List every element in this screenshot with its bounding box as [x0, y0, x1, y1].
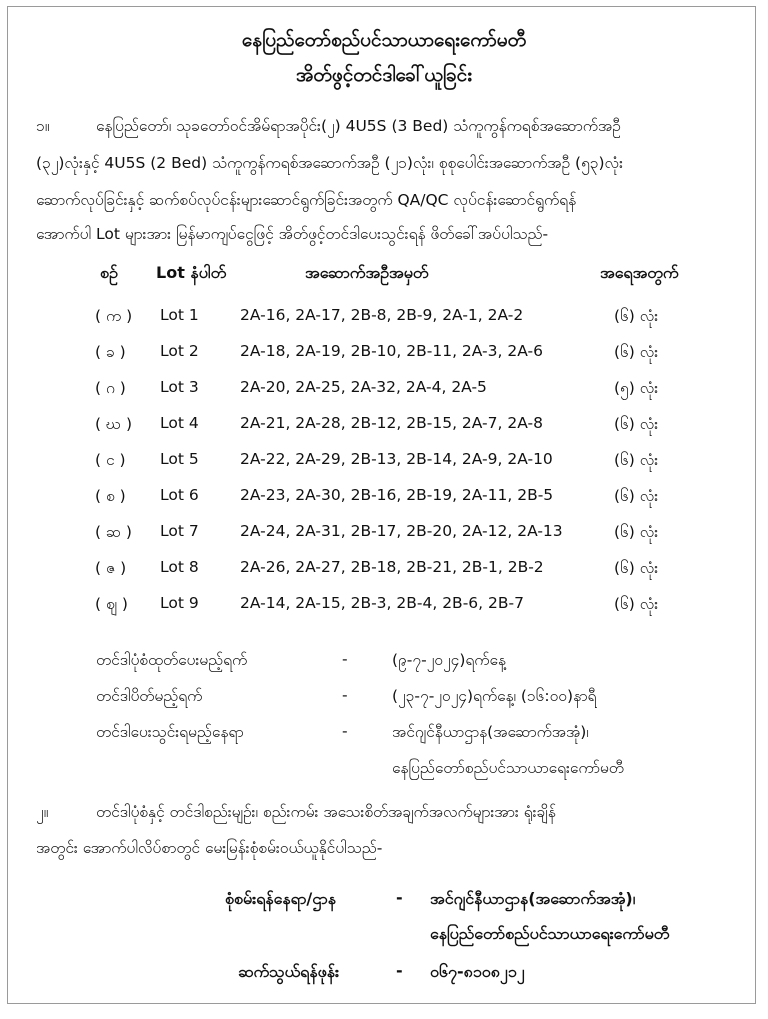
info-value: နေပြည်တော်စည်ပင်သာယာရေးကော်မတီ	[392, 759, 624, 777]
row-lot: Lot 8	[160, 558, 199, 576]
row-quantity: (၆) လုံး	[614, 523, 659, 541]
column-header-quantity: အရေအတွက်	[600, 263, 679, 282]
section-1-line: (၃၂)လုံးနှင့် 4U5S (2 Bed) သံကူကွန်ကရစ်အဆောက်အဦ (၂၁)လုံး၊ စုစုပေါင်းအဆောက်အဦ (၅၃)လုံး	[36, 154, 624, 172]
section-2-line: တင်ဒါပုံစံနှင့် တင်ဒါစည်းမျဉ်း၊ စည်းကမ်း အသေးစိတ်အချက်အလက်များအား ရုံးချိန်	[96, 803, 556, 821]
section-1-line: နေပြည်တော်၊ သုခတော်ဝင်အိမ်ရာအပိုင်း(၂) 4U5S (3 Bed) သံကူကွန်ကရစ်အဆောက်အဦ	[96, 117, 621, 135]
phone-number: ၀၆၇-၈၁၀၈၂၁၂	[430, 962, 525, 981]
info-label: တင်ဒါပုံစံထုတ်ပေးမည့်ရက်	[96, 651, 248, 669]
row-seq: ( ဆ )	[95, 523, 132, 541]
section-1-line: ဆောက်လုပ်ခြင်းနှင့် ဆက်စပ်လုပ်ငန်းများဆောင်ရွက်ခြင်းအတွက် QA/QC လုပ်ငန်းဆောင်ရွက်ရန်	[36, 191, 577, 209]
row-buildings: 2A-20, 2A-25, 2A-32, 2A-4, 2A-5	[240, 378, 487, 396]
info-dash: -	[342, 650, 348, 668]
row-seq: ( စ )	[95, 487, 126, 505]
phone-label: ဆက်သွယ်ရန်ဖုန်း	[238, 962, 340, 981]
section-2-line: အတွင်း အောက်ပါလိပ်စာတွင် မေးမြန်းစုံစမ်းဝယ်ယူနိုင်ပါသည်-	[36, 839, 383, 857]
info-dash: -	[342, 722, 348, 740]
row-seq: ( ဂ )	[95, 379, 126, 397]
row-lot: Lot 2	[160, 342, 199, 360]
row-lot: Lot 1	[160, 306, 199, 324]
row-lot: Lot 4	[160, 414, 199, 432]
office-line: နေပြည်တော်စည်ပင်သာယာရေးကော်မတီ	[430, 924, 670, 943]
row-seq: ( ဈ )	[95, 595, 128, 613]
office-line: အင်ဂျင်နီယာဌာန(အဆောက်အအုံ)၊	[430, 889, 636, 908]
row-buildings: 2A-22, 2A-29, 2B-13, 2B-14, 2A-9, 2A-10	[240, 450, 553, 468]
column-header-seq: စဉ်	[100, 263, 118, 282]
info-value: (၂၃-၇-၂၀၂၄)ရက်နေ့၊ (၁၆:၀၀)နာရီ	[392, 687, 597, 705]
phone-dash: -	[396, 961, 403, 980]
row-lot: Lot 5	[160, 450, 199, 468]
row-quantity: (၆) လုံး	[614, 415, 659, 433]
row-seq: ( ဃ )	[95, 415, 133, 433]
document-subtitle: အိတ်ဖွင့်တင်ဒါခေါ်ယူခြင်း	[295, 64, 473, 86]
office-dash: -	[396, 888, 403, 907]
row-seq: ( င )	[95, 451, 126, 469]
row-quantity: (၆) လုံး	[614, 595, 659, 613]
row-lot: Lot 3	[160, 378, 199, 396]
row-seq: ( က )	[95, 307, 133, 325]
row-buildings: 2A-23, 2A-30, 2B-16, 2B-19, 2A-11, 2B-5	[240, 486, 554, 504]
section-1-number: ၁။	[36, 117, 50, 135]
row-seq: ( ဇ )	[95, 559, 127, 577]
row-quantity: (၆) လုံး	[614, 487, 659, 505]
row-quantity: (၆) လုံး	[614, 559, 659, 577]
row-buildings: 2A-26, 2A-27, 2B-18, 2B-21, 2B-1, 2B-2	[240, 558, 544, 576]
row-buildings: 2A-14, 2A-15, 2B-3, 2B-4, 2B-6, 2B-7	[240, 594, 524, 612]
row-lot: Lot 7	[160, 522, 199, 540]
row-buildings: 2A-16, 2A-17, 2B-8, 2B-9, 2A-1, 2A-2	[240, 306, 524, 324]
section-1-line: အောက်ပါ Lot များအား မြန်မာကျပ်ငွေဖြင့် အိတ်ဖွင့်တင်ဒါပေးသွင်းရန် ဖိတ်ခေါ်အပ်ပါသည်-	[36, 225, 549, 243]
info-label: တင်ဒါပိတ်မည့်ရက်	[96, 687, 203, 705]
office-label: စုံစမ်းရန်နေရာ/ဌာန	[225, 889, 336, 908]
document-title: နေပြည်တော်စည်ပင်သာယာရေးကော်မတီ	[241, 29, 527, 51]
row-buildings: 2A-21, 2A-28, 2B-12, 2B-15, 2A-7, 2A-8	[240, 414, 543, 432]
column-header-buildings: အဆောက်အဦအမှတ်	[305, 263, 429, 282]
row-quantity: (၆) လုံး	[614, 343, 659, 361]
row-seq: ( ခ )	[95, 343, 126, 361]
row-lot: Lot 9	[160, 594, 199, 612]
row-buildings: 2A-18, 2A-19, 2B-10, 2B-11, 2A-3, 2A-6	[240, 342, 543, 360]
row-quantity: (၆) လုံး	[614, 451, 659, 469]
info-label: တင်ဒါပေးသွင်းရမည့်နေရာ	[96, 723, 244, 741]
row-quantity: (၅) လုံး	[614, 379, 659, 397]
info-dash: -	[342, 686, 348, 704]
info-value: အင်ဂျင်နီယာဌာန(အဆောက်အအုံ)၊	[392, 723, 589, 741]
row-quantity: (၆) လုံး	[614, 307, 659, 325]
info-value: (၉-၇-၂၀၂၄)ရက်နေ့	[392, 651, 506, 669]
row-buildings: 2A-24, 2A-31, 2B-17, 2B-20, 2A-12, 2A-13	[240, 522, 563, 540]
column-header-lot: Lot နံပါတ်	[156, 263, 227, 282]
row-lot: Lot 6	[160, 486, 199, 504]
section-2-number: ၂။	[36, 803, 49, 821]
